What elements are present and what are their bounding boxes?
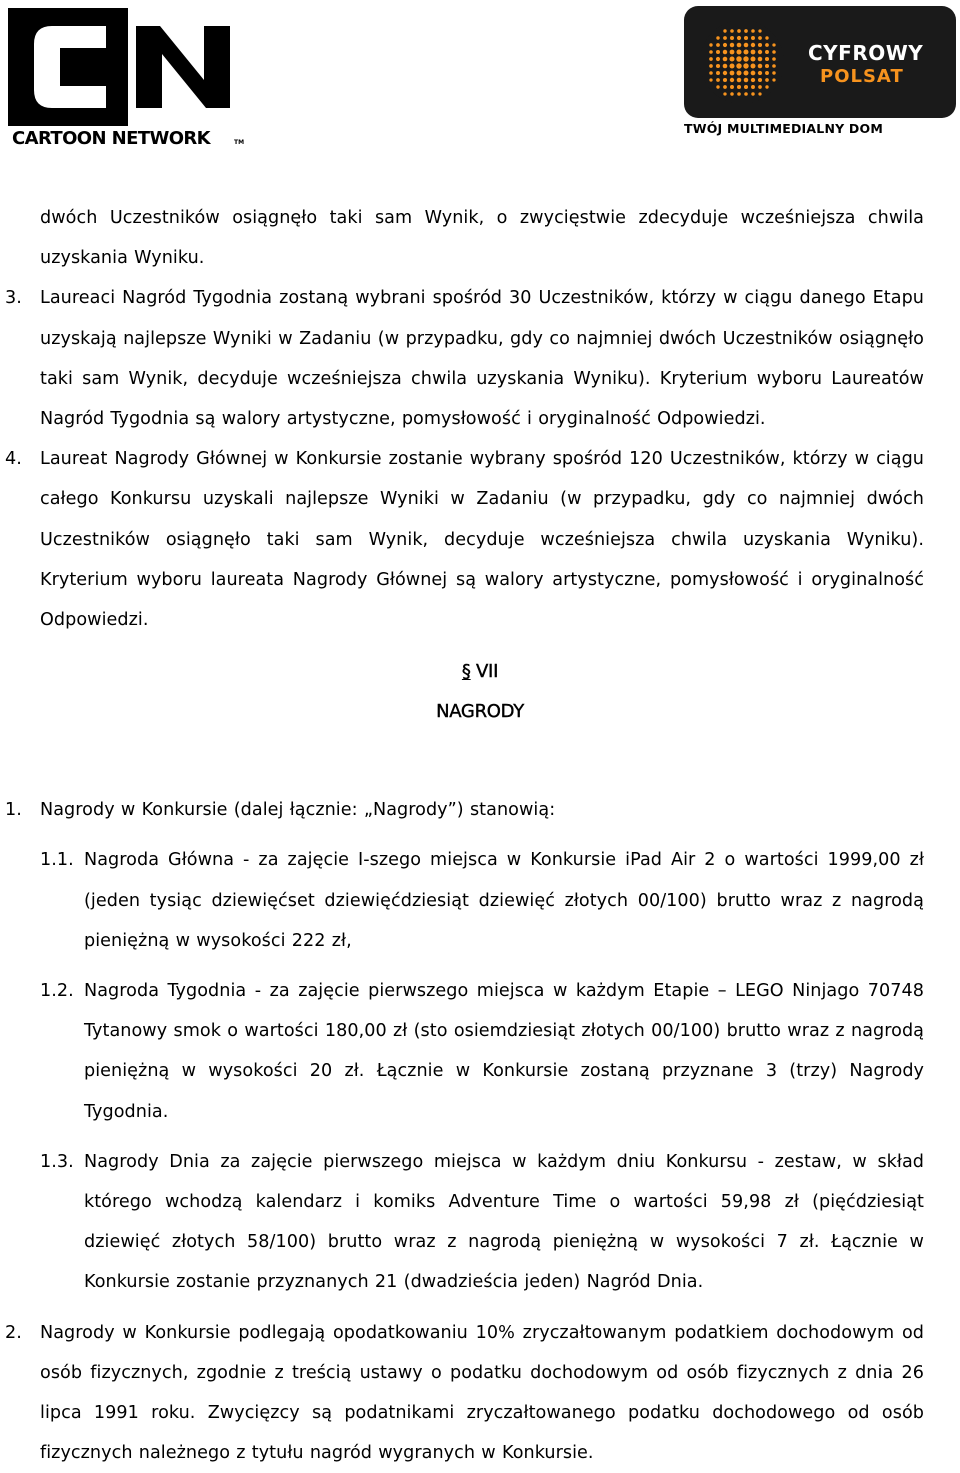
list-number: 4. <box>5 449 22 470</box>
sub-item-text: Nagrody Dnia za zajęcie pierwszego miejsca w każdym dniu Konkursu - zestaw, w skład którego wchodzą kalendarz i komiks Adventure Time o wartości 59,98 zł (pięćdziesiąt dziewięć złotych 58/100) brutto wraz z nagrodą pieniężną w wysokości 7 zł. Łącznie w Konkursie zostanie przyznanych 21 (dwadzieścia jeden) Nagród Dnia. <box>84 1151 924 1293</box>
sub-item-number: 1.1. <box>40 850 74 871</box>
section-title: NAGRODY <box>436 701 524 723</box>
section-sign: § <box>461 661 471 683</box>
sub-item-number: 1.3. <box>40 1151 74 1172</box>
cartoon-network-logo <box>8 8 248 148</box>
svg-text:TM: TM <box>234 139 245 146</box>
svg-text:CARTOON NETWORK: CARTOON NETWORK <box>12 128 211 148</box>
list-item-4 <box>0 439 960 640</box>
cyfrowy-polsat-logo <box>684 6 956 136</box>
list-item-text: Laureaci Nagród Tygodnia zostaną wybrani spośród 30 Uczestników, którzy w ciągu danego Etapu uzyskają najlepsze Wyniki w Zadaniu (w przypadku, gdy co najmniej dwóch Uczestników osiągnęło taki sam Wynik, decyduje wcześniejsza chwila uzyskania Wyniku). Kryterium wyboru Laureatów Nagród Tygodnia są walory artystyczne, pomysłowość i oryginalność Odpowiedzi. <box>40 288 924 430</box>
sub-item-number: 1.2. <box>40 981 74 1002</box>
list-number: 1. <box>5 800 22 821</box>
svg-text:POLSAT: POLSAT <box>820 66 904 87</box>
section-roman: VII <box>476 661 499 683</box>
list-item-1 <box>0 790 960 830</box>
list-item-text: Laureat Nagrody Głównej w Konkursie zostanie wybrany spośród 120 Uczestników, którzy w ciągu całego Konkursu uzyskali najlepsze Wyniki w Zadaniu (w przypadku, gdy co najmniej dwóch Uczestników osiągnęło taki sam Wynik, decyduje wcześniejsza chwila uzyskania Wyniku). Kryterium wyboru laureata Nagrody Głównej są walory artystyczne, pomysłowość i oryginalność Odpowiedzi. <box>40 449 924 631</box>
list-number: 3. <box>5 288 22 309</box>
list-number: 2. <box>5 1322 22 1343</box>
svg-text:CYFROWY: CYFROWY <box>808 41 924 65</box>
list-item-text: Nagrody w Konkursie (dalej łącznie: „Nagrody”) stanowią: <box>40 800 556 821</box>
document-body <box>0 198 960 1473</box>
list-item-2 <box>0 1313 960 1473</box>
sub-item-1-1 <box>0 840 960 961</box>
sub-item-1-3 <box>0 1142 960 1303</box>
section-number <box>0 652 960 692</box>
list-item-text: Nagrody w Konkursie podlegają opodatkowaniu 10% zryczałtowanym podatkiem dochodowym od osób fizycznych, zgodnie z treścią ustawy o podatku dochodowym od osób fizycznych z dnia 26 lipca 1991 roku. Zwycięzcy są podatnikami zryczałtowanego podatku dochodowego od osób fizycznych należnego z tytułu nagród wygranych w Konkursie. <box>40 1322 924 1464</box>
svg-text:TWÓJ MULTIMEDIALNY DOM: TWÓJ MULTIMEDIALNY DOM <box>684 121 883 136</box>
page-header <box>0 0 960 160</box>
polsat-sun-icon <box>700 20 784 104</box>
sub-item-1-2 <box>0 971 960 1132</box>
continued-paragraph: dwóch Uczestników osiągnęło taki sam Wynik, o zwycięstwie zdecyduje wcześniejsza chwila uzyskania Wyniku. <box>40 208 924 269</box>
sub-item-text: Nagroda Tygodnia - za zajęcie pierwszego miejsca w każdym Etapie – LEGO Ninjago 70748 Tytanowy smok o wartości 180,00 zł (sto osiemdziesiąt złotych 00/100) brutto wraz z nagrodą pieniężną w wysokości 20 zł. Łącznie w Konkursie zostaną przyznane 3 (trzy) Nagrody Tygodnia. <box>84 981 924 1122</box>
sub-item-text: Nagroda Główna - za zajęcie I-szego miejsca w Konkursie iPad Air 2 o wartości 1999,00 zł (jeden tysiąc dziewięćset dziewięćdziesiąt dziewięć złotych 00/100) brutto wraz z nagrodą pieniężną w wysokości 222 zł, <box>84 850 924 951</box>
list-item-3 <box>0 278 960 439</box>
